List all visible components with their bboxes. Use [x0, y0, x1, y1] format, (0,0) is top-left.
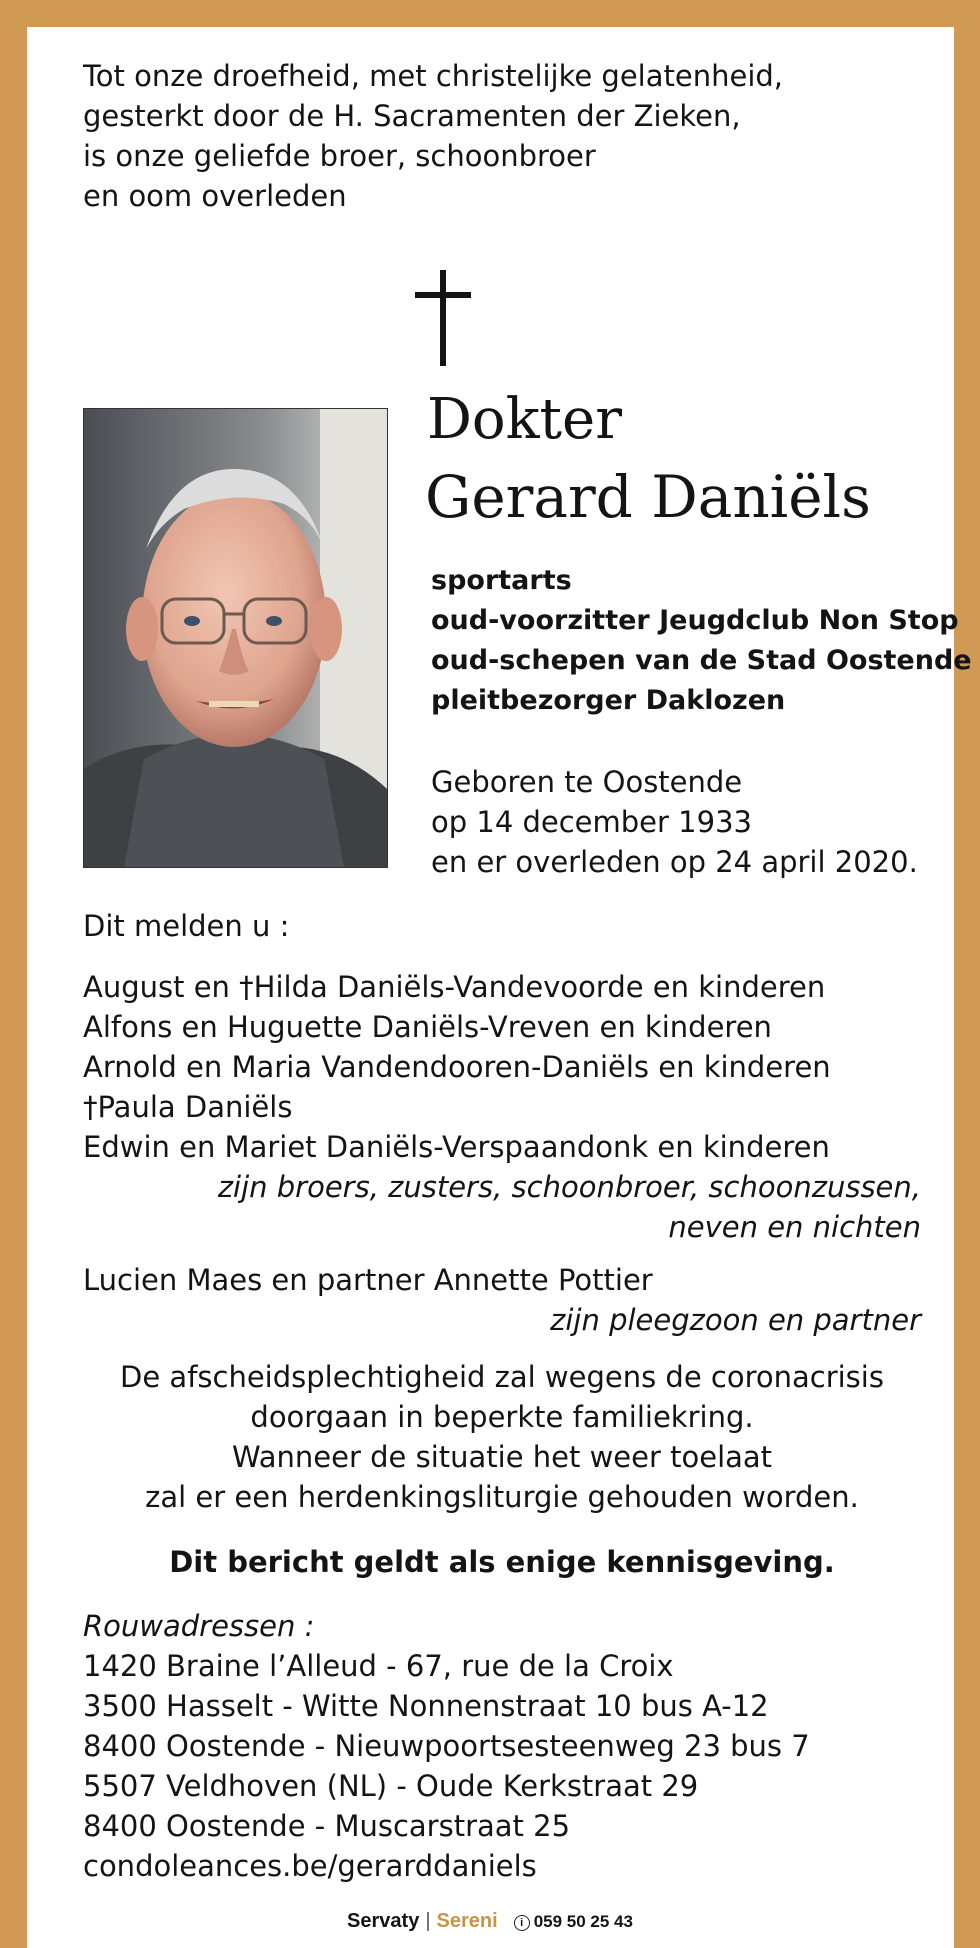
- phone-number: [514, 1912, 633, 1931]
- ceremony-text: [83, 1357, 921, 1517]
- ceremony-line: De afscheidsplechtigheid zal wegens de coronacrisis: [120, 1360, 884, 1394]
- phone-text: 059 50 25 43: [533, 1912, 633, 1931]
- family-line: Edwin en Mariet Daniëls-Verspaandonk en kinderen: [83, 1130, 830, 1164]
- addresses-block: [83, 1606, 810, 1886]
- foster-family: [83, 1260, 921, 1340]
- intro-line: Tot onze droefheid, met christelijke gelatenheid,: [83, 59, 784, 93]
- notice-text: Dit bericht geldt als enige kennisgeving.: [169, 1545, 835, 1579]
- latin-cross-icon: [415, 270, 471, 366]
- info-circle-icon: i: [514, 1915, 530, 1931]
- roles-list: [431, 561, 972, 721]
- family-relation-line: neven en nichten: [668, 1210, 921, 1244]
- address-line: 3500 Hasselt - Witte Nonnenstraat 10 bus A-12: [83, 1689, 769, 1723]
- address-line: 8400 Oostende - Muscarstraat 25: [83, 1809, 571, 1843]
- brand-separator: |: [425, 1910, 431, 1932]
- birth-line: Geboren te Oostende: [431, 765, 743, 799]
- birth-line: op 14 december 1933: [431, 805, 752, 839]
- intro-line: en oom overleden: [83, 179, 347, 213]
- ceremony-line: Wanneer de situatie het weer toelaat: [231, 1440, 773, 1474]
- family-relation-line: zijn broers, zusters, schoonbroer, schoonzussen,: [217, 1170, 921, 1204]
- family-list: [83, 967, 921, 1247]
- family-line: †Paula Daniëls: [83, 1090, 293, 1124]
- role-line: oud-voorzitter Jeugdclub Non Stop: [431, 605, 959, 636]
- foster-line: Lucien Maes en partner Annette Pottier: [83, 1263, 653, 1297]
- title: Dokter: [427, 387, 622, 452]
- address-line: 8400 Oostende - Nieuwpoortsesteenweg 23 bus 7: [83, 1729, 810, 1763]
- brand-servaty: Servaty: [347, 1910, 420, 1932]
- intro-line: gesterkt door de H. Sacramenten der Zieken,: [83, 99, 741, 133]
- address-line: 1420 Braine l’Alleud - 67, rue de la Croix: [83, 1649, 674, 1683]
- brand-sereni: Sereni: [436, 1910, 498, 1932]
- announce-text: Dit melden u :: [83, 909, 290, 943]
- ceremony-line: zal er een herdenkingsliturgie gehouden worden.: [145, 1480, 859, 1514]
- intro-line: is onze geliefde broer, schoonbroer: [83, 139, 596, 173]
- family-line: August en †Hilda Daniëls-Vandevoorde en kinderen: [83, 970, 826, 1004]
- intro-text: [83, 56, 903, 216]
- addresses-label: Rouwadressen :: [83, 1609, 315, 1643]
- address-line: 5507 Veldhoven (NL) - Oude Kerkstraat 29: [83, 1769, 699, 1803]
- role-line: sportarts: [431, 565, 572, 596]
- portrait-photo: [83, 408, 388, 868]
- family-line: Alfons en Huguette Daniëls-Vreven en kinderen: [83, 1010, 772, 1044]
- foster-relation-line: zijn pleegzoon en partner: [550, 1303, 921, 1337]
- family-line: Arnold en Maria Vandendooren-Daniëls en kinderen: [83, 1050, 831, 1084]
- condolence-link[interactable]: condoleances.be/gerarddaniels: [83, 1849, 537, 1883]
- birth-death-info: [431, 762, 918, 882]
- portrait-image: [84, 409, 387, 867]
- role-line: pleitbezorger Daklozen: [431, 685, 786, 716]
- birth-line: en er overleden op 24 april 2020.: [431, 845, 918, 879]
- ceremony-line: doorgaan in beperkte familiekring.: [250, 1400, 754, 1434]
- role-line: oud-schepen van de Stad Oostende: [431, 645, 972, 676]
- funeral-home-footer: [195, 1906, 785, 1937]
- deceased-name: Gerard Daniëls: [425, 463, 871, 531]
